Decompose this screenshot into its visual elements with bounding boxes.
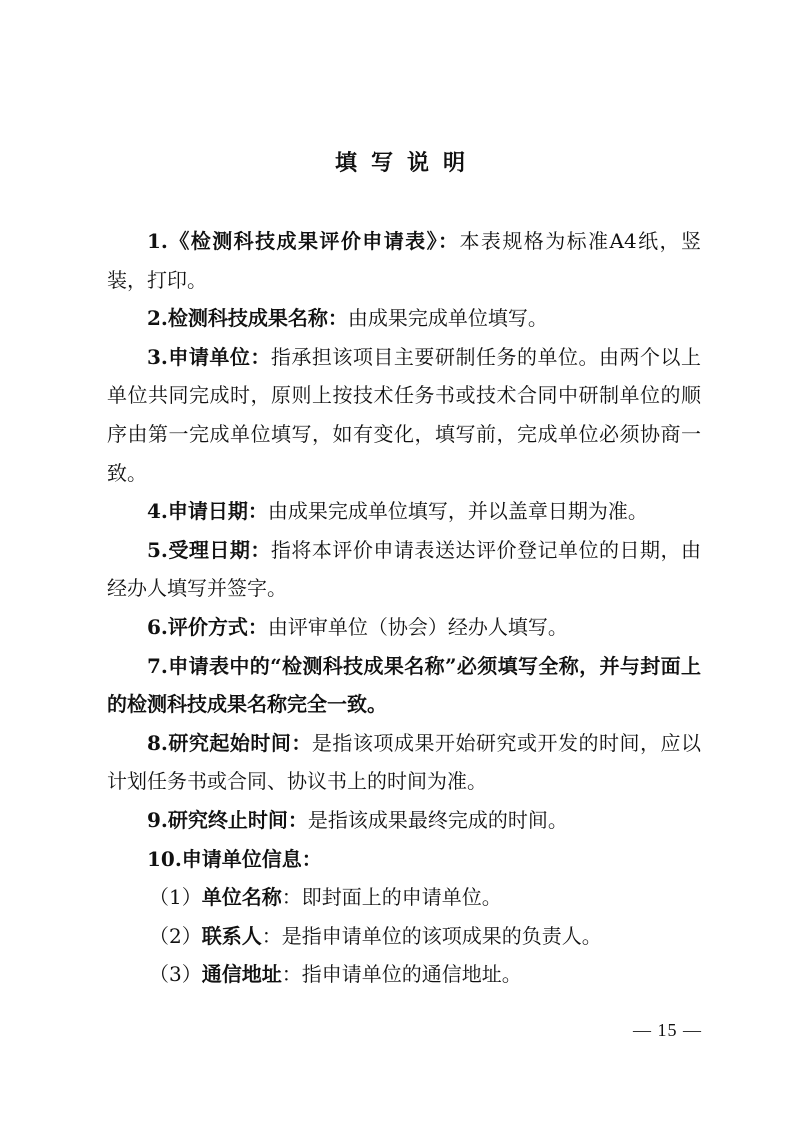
paragraph-lead: 4.申请日期：	[147, 499, 268, 524]
instruction-paragraph	[107, 531, 701, 608]
paragraph-text: 指将本评价申请表送达评价登记单位的日期，由经办人填写并签字。	[107, 537, 701, 601]
paragraph-text: 是指该成果最终完成的时间。	[307, 807, 568, 832]
paragraph-lead: 1.《检测科技成果评价申请表》：	[147, 229, 460, 253]
paragraph-text: 由成果完成单位填写，并以盖章日期为准。	[267, 499, 648, 524]
instruction-paragraph	[107, 801, 701, 840]
paragraph-lead: 10.申请单位信息：	[147, 846, 322, 871]
page-number: — 15 —	[633, 1020, 702, 1040]
sub-item	[107, 955, 701, 994]
sub-item-text: ：即封面上的申请单位。	[281, 885, 502, 910]
document-title: 填写说明	[334, 150, 479, 176]
sub-item-number: （2）	[149, 923, 202, 948]
instructions-body	[107, 222, 701, 994]
instruction-paragraph	[107, 492, 701, 531]
sub-item-lead: 通信地址	[201, 962, 282, 987]
instruction-paragraph	[107, 840, 701, 879]
paragraph-lead: 8.研究起始时间：	[147, 730, 312, 755]
paragraph-text: 由评审单位（协会）经办人填写。	[267, 614, 568, 639]
paragraph-text: 是指该项成果开始研究或开发的时间，应以计划任务书或合同、协议书上的时间为准。	[107, 730, 701, 794]
instruction-paragraph	[107, 724, 701, 801]
paragraph-lead: 9.研究终止时间：	[147, 807, 308, 832]
paragraph-lead: 2.检测科技成果名称：	[147, 306, 348, 331]
instruction-paragraph	[107, 608, 701, 647]
sub-item-number: （1）	[149, 885, 202, 910]
paragraph-text: 本表规格为标准A4纸，竖装，打印。	[107, 229, 701, 292]
sub-item-text: ：指申请单位的通信地址。	[281, 962, 522, 987]
paragraph-lead: 7.申请表中的“检测科技成果名称”必须填写全称，并与封面上的检测科技成果名称完全一致。	[107, 653, 701, 717]
paragraph-lead: 5.受理日期：	[147, 537, 271, 562]
sub-item-lead: 单位名称	[201, 885, 282, 910]
instruction-paragraph	[107, 647, 701, 724]
sub-item	[107, 917, 701, 956]
instruction-paragraph	[107, 222, 701, 299]
instruction-paragraph	[107, 338, 701, 492]
paragraph-text: 指承担该项目主要研制任务的单位。由两个以上单位共同完成时，原则上按技术任务书或技术合同中研制单位的顺序由第一完成单位填写，如有变化，填写前，完成单位必须协商一致。	[107, 344, 701, 485]
instruction-paragraph	[107, 299, 701, 338]
sub-item-text: ：是指申请单位的该项成果的负责人。	[261, 923, 602, 948]
sub-item-lead: 联系人	[201, 923, 262, 948]
sub-item-number: （3）	[149, 962, 202, 987]
paragraph-lead: 3.申请单位：	[147, 344, 271, 369]
sub-item	[107, 878, 701, 917]
paragraph-text: 由成果完成单位填写。	[347, 306, 548, 331]
paragraph-lead: 6.评价方式：	[147, 614, 268, 639]
